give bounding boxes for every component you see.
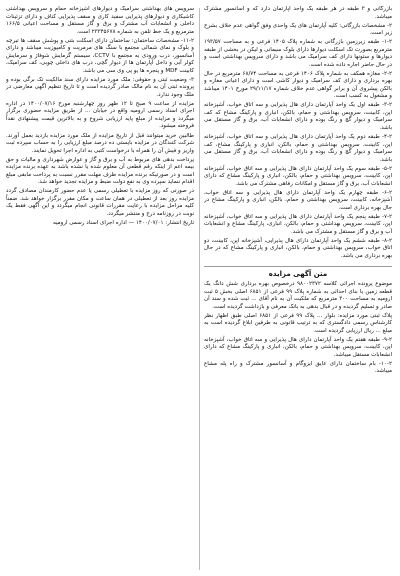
paragraph: ۵-۲- طبقه سوم یک واحد آپارتمان دارای هال پذیرایی و سه اتاق خواب، آشپزخانه اپن، کابینت، سرویس بهداشتی و حمام، بالکن، انباری و پارکینگ مشاع که دارای انشعابات آب، برق و گاز مستقل و امکانات رفاهی مشترک می باشد. bbox=[204, 165, 392, 187]
paragraph: ۲- مشخصات بازرگانی: کلیه آپارتمان های یک واحدی وفق گواهی عدم خلاف بشرح زیر است. bbox=[204, 22, 392, 37]
paragraph: مزایده از ساعت ۹ صبح تا ۱۲ ظهر روز چهارشنبه مورخ ۱۴۰۰/۰۷/۱۶ در اداره اجرای اسناد رسمی ارومیه واقع در خیابان ... از طریق مزایده حضوری برگزار میگردد و مزایده از مبلغ پایه ارزیابی شروع و به بالاترین قیمت پیشنهادی نقداً فروخته میشود. bbox=[6, 100, 194, 130]
right-top-text bbox=[204, 6, 392, 261]
paragraph: تاریخ انتشار: ۱۴۰۰/۰۷/۰۱ — اداره اجرای اسناد رسمی ارومیه bbox=[53, 219, 194, 226]
paragraph: ۳- وضعیت ثبتی و حقوقی: ملک مورد مزایده دارای سند مالکیت تک برگی بوده و پرونده ثبتی آن به نام مالک صادر گردیده است و تا تاریخ تنظیم آگهی معارضی در ملک وجود ندارد. bbox=[6, 76, 194, 98]
paragraph: پلاک ثبتی مورد مزایده: بلوار ... پلاک ۹۹ فرعی از ۶۸۵۱ اصلی طبق اظهار نظر کارشناس رسمی دادگستری که به ترتیب قانونی به طرفین ابلاغ گردیده است به مبلغ ... ریال ارزیابی گردیده است. bbox=[204, 312, 392, 334]
paragraph: ۳-۲- طبقه اول یک واحد آپارتمان دارای هال پذیرایی و سه اتاق خواب، آشپزخانه اپن، کابینت، سرویس بهداشتی و حمام، بالکن، انباری و پارکینگ مشاع که کف سرامیک و دیوار گچ و رنگ بوده و دارای انشعابات آب، برق و گاز مستقل می باشد. bbox=[204, 102, 392, 131]
paragraph: سرویس های بهداشتی سرامیک و دیوارهای آشپزخانه حمام و سرویس بهداشتی کاشیکاری و دیوارهای پذیرایی سفید کاری و سقف پذیرایی کناف و دارای تزئینات داخلی و انشعابات آب مشترک و برق و گاز مستقل و مساحت اعیانی ۱۶۶/۵ مترمربع و یک خط تلفن به شماره ۲۳۳۴۵۶۷۸ است. bbox=[6, 6, 194, 35]
notice-heading: متن آگهی مزایده bbox=[204, 266, 392, 280]
paragraph: ۱۱-۲- مشخصات ساختمان: ساختمان دارای اسکلت بتنی و پوشش سقف ها تیرچه و بلوک و نمای شمالی مجتمع با سنگ های مرمریت و کامپوزیت میباشد و دارای آسانسور، درب ورودی به مجتمع با CCTV، سیستم گرمایش شوفاژ و سرمایش کولر آبی و داخل آپارتمان ها از دیوار گچی، درب های داخلی چوبی، کف سرامیک، کابینت MDF و پنجره ها یو پی وی سی می باشد. bbox=[6, 37, 194, 74]
right-column bbox=[204, 6, 392, 572]
column-divider bbox=[199, 8, 200, 570]
paragraph: ۴-۲- طبقه دوم یک واحد آپارتمان دارای هال پذیرایی و سه اتاق خواب، آشپزخانه اپن، کابینت، سرویس بهداشتی و حمام، بالکن، انباری و پارکینگ مشاع، کف سرامیک و دیوار گچ و رنگ بوده و دارای انشعابات آب، برق و گاز مستقل می باشد. bbox=[204, 134, 392, 163]
paragraph: ۸-۲- طبقه ششم یک واحد آپارتمان دارای هال پذیرایی، آشپزخانه اپن، کابینت، دو اتاق خواب، سرویس بهداشتی و حمام، بالکن، انباری و پارکینگ مشاع که در حال بهره برداری می باشد. bbox=[204, 237, 392, 259]
paragraph: ۶-۲- طبقه چهارم یک واحد آپارتمان دارای هال پذیرایی و سه اتاق خواب، آشپزخانه، کابینت، سرویس بهداشتی و حمام، بالکن، انباری و پارکینگ مشاع در حال بهره برداری است. bbox=[204, 189, 392, 211]
paragraph: پرداخت بدهی های مربوط به آب و برق و گاز و عوارض شهرداری و مالیات و حق بیمه اعم از اینکه رقم قطعی آن معلوم شده یا نشده باشد به عهده برنده مزایده است و در صورتیکه برنده مزایده ظرف مهلت مقرر نسبت به پرداخت مابقی مبلغ اقدام ننماید سپرده وی به نفع دولت ضبط و مزایده تجدید خواهد شد. bbox=[6, 156, 194, 186]
paragraph: طالبین خرید میتوانند قبل از تاریخ مزایده از ملک مورد مزایده بازدید بعمل آورند. شرکت کنندگان در مزایده بایستی ده درصد مبلغ ارزیابی را به حساب سپرده ثبت واریز و فیش آن را همراه با درخواست کتبی به اداره اجرا تحویل نمایند. bbox=[6, 132, 194, 154]
paragraph: ۷-۲- طبقه پنجم یک واحد آپارتمان دارای هال پذیرایی و سه اتاق خواب، آشپزخانه اپن، کابینت، سرویس بهداشتی و حمام، بالکن، انباری، پارکینگ مشاع و انشعابات آب و برق و گاز مستقل و مشترک می باشد. bbox=[204, 213, 392, 235]
paragraph: ۱-۲- طبقه زیرزمین بازرگانی به شماره پلاک ۱۴۰۵ فرعی و به مساحت ۱۹۳/۵۷ مترمربع بصورت تک اسکلت دیوارها دارای بلوک سیمانی و لیکن در بخشی از طبقه دیوارها و ستونها دارای کف سرامیک می باشد و دارای سرویس بهداشتی است و در حال حاضر اجاره داده شده است. bbox=[204, 39, 392, 68]
paragraph: ۹-۲- طبقه هفتم یک واحد آپارتمان دارای هال پذیرایی و سه اتاق خواب، آشپزخانه اپن، کابینت، سرویس بهداشتی و حمام، بالکن، انباری و پارکینگ مشاع که دارای انشعابات مستقل میباشد. bbox=[204, 336, 392, 358]
paragraph: موضوع پرونده اجرائی کلاسه ۹۸۰۰۲۳۷۲ درخصوص بهره برداری شش دانگ یک قطعه زمین با بنای احداثی به شماره پلاک ۹۹ فرعی از ۶۸۵۱ اصلی بخش ۵ ثبت ارومیه به مساحت ۳۰۰ مترمربع که ملکیت آن به نام آقای ... ثبت شده و سند آن صادر و تسلیم گردیده و در قبال بدهی به بانک معرفی و بازداشت گردیده است. bbox=[204, 281, 392, 310]
paragraph: بازرگانی و ۳ طبقه در هر طبقه یک واحد آپارتمان دارد که و آسانسور مشترک میباشد. bbox=[204, 6, 392, 20]
right-bottom-text bbox=[204, 281, 392, 376]
paragraph: ۱۰-۲- بام ساختمان دارای عایق ایزوگام و آسانسور مشترک و راه پله مشاع میباشد. bbox=[204, 360, 392, 375]
paragraph: ۲-۲- مغازه همکف به شماره پلاک ۱۴۰۶ فرعی به مساحت ۶۸/۷۴ مترمربع در حال بهره برداری و دارای کف سرامیک و دیوار کاشی است و دارای اعیانی مغازه و بالکن پیشروی آن و برابر گواهی عدم خلاف شماره ۲۹/۱۱/۱۷ مورخ ۱۴۰۱ میباشد و مشغول به کسب است. bbox=[204, 70, 392, 100]
left-column bbox=[6, 6, 194, 572]
paragraph: در صورتی که روز مزایده با تعطیلی رسمی یا عدم حضور کارمندان مصادف گردد مزایده روز بعد از تعطیلی در همان ساعت و مکان مقرر برگزار خواهد شد. ضمناً کلیه مراحل مزایده با رعایت مقررات قانونی انجام میگردد و این آگهی فقط یک نوبت در روزنامه درج و منتشر میگردد. bbox=[6, 188, 194, 217]
